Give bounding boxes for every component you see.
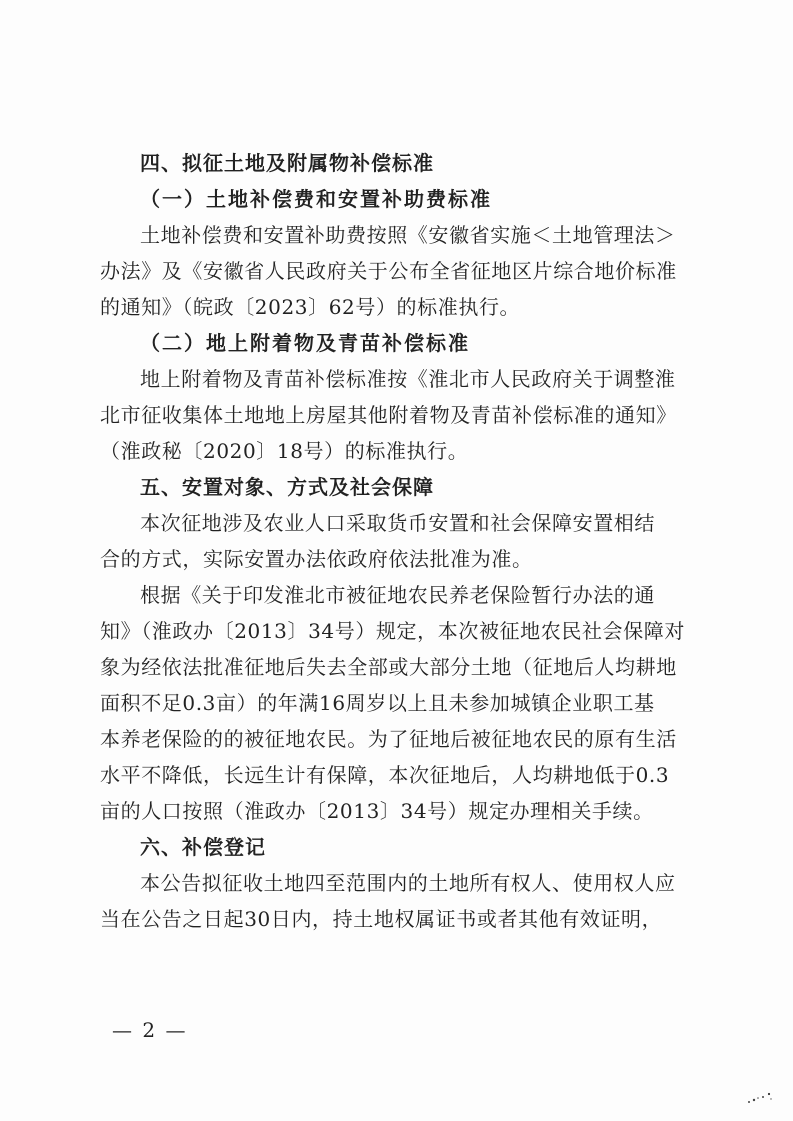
scan-artifact-icon [745,1090,775,1106]
section-heading-5: 五、安置对象、方式及社会保障 [140,475,434,499]
paragraph-line: 合的方式，实际安置办法依政府依法批准为准。 [100,547,533,571]
paragraph-line: 象为经依法批准征地后失去全部或大部分土地（征地后人均耕地 [100,655,677,679]
subsection-heading-4-2: （二）地上附着物及青苗补偿标准 [140,331,470,355]
paragraph-line: 办法》及《安徽省人民政府关于公布全省征地区片综合地价标准 [100,259,677,283]
subsection-heading-4-1: （一）土地补偿费和安置补助费标准 [140,187,492,211]
paragraph-line: 地上附着物及青苗补偿标准按《淮北市人民政府关于调整淮 [140,367,676,391]
paragraph-line: 面积不足0.3亩）的年满16周岁以上且未参加城镇企业职工基 [100,691,655,715]
paragraph-line: 土地补偿费和安置补助费按照《安徽省实施＜土地管理法＞ [140,223,676,247]
paragraph-line: 知》（淮政办〔2013〕34号）规定，本次被征地农民社会保障对 [100,619,685,643]
paragraph-line: 根据《关于印发淮北市被征地农民养老保险暂行办法的通 [140,583,655,607]
paragraph-line: 当在公告之日起30日内，持土地权属证书或者其他有效证明， [100,907,663,931]
paragraph-line: 的通知》（皖政〔2023〕62号）的标准执行。 [100,295,521,319]
paragraph-line: 水平不降低，长远生计有保障，本次征地后，人均耕地低于0.3 [100,763,670,787]
paragraph-line: 北市征收集体土地地上房屋其他附着物及青苗补偿标准的通知》 [100,403,677,427]
paragraph-line: （淮政秘〔2020〕18号）的标准执行。 [100,439,469,463]
section-heading-4: 四、拟征土地及附属物补偿标准 [140,151,434,175]
paragraph-line: 亩的人口按照（淮政办〔2013〕34号）规定办理相关手续。 [100,799,654,823]
paragraph-line: 本公告拟征收土地四至范围内的土地所有权人、使用权人应 [140,871,676,895]
page-number: — 2 — [112,1018,188,1042]
section-heading-6: 六、补偿登记 [140,835,266,859]
paragraph-line: 本次征地涉及农业人口采取货币安置和社会保障安置相结 [140,511,655,535]
paragraph-line: 本养老保险的的被征地农民。为了征地后被征地农民的原有生活 [100,727,677,751]
document-body [100,145,700,937]
